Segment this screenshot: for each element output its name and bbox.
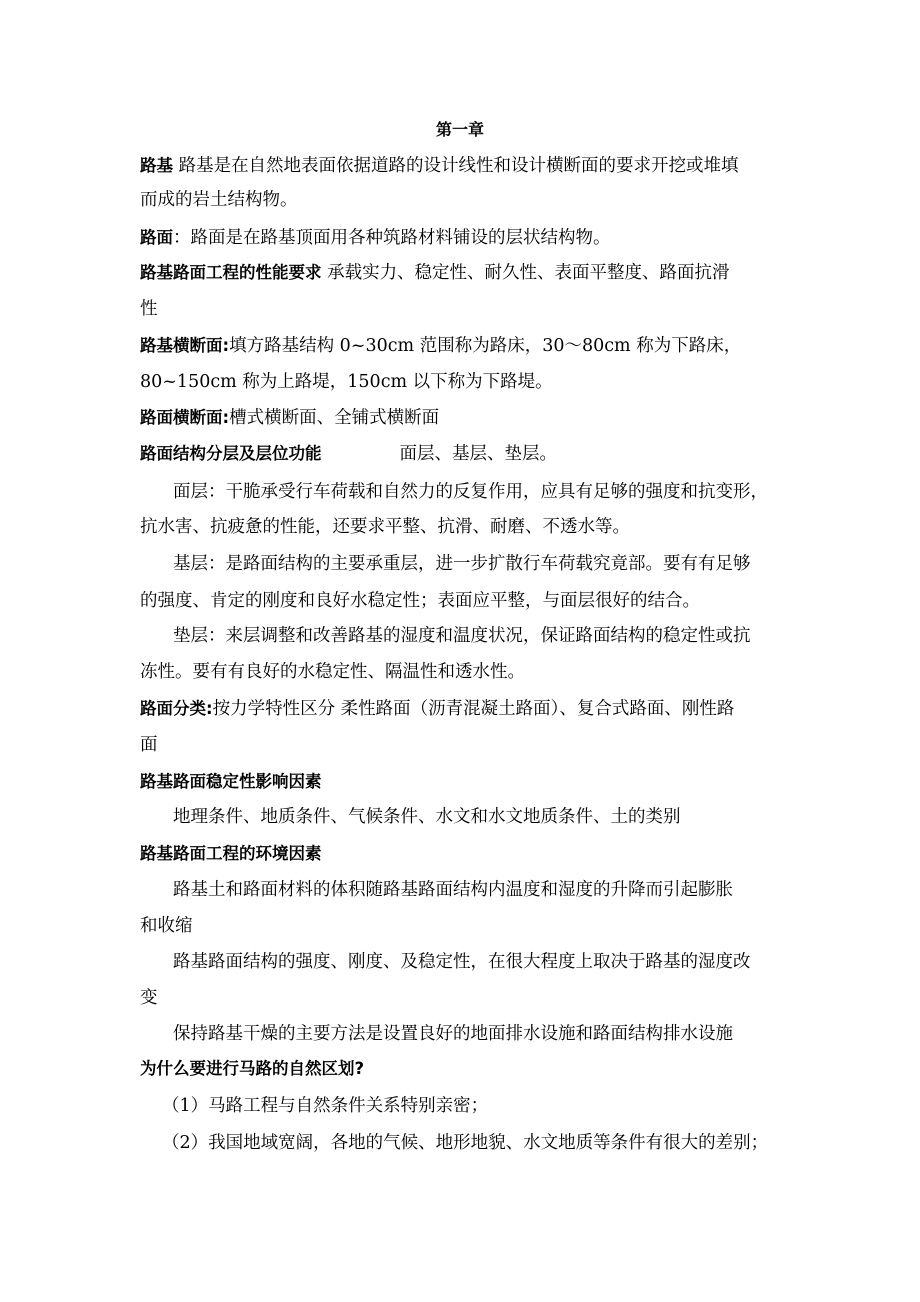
- text-line: [140, 589, 800, 613]
- text-line: [140, 370, 800, 394]
- line-text: 填方路基结构 0~30cm 范围称为路床，30～80cm 称为下路床，: [229, 336, 742, 356]
- line-text: （1）马路工程与自然条件关系特别亲密；: [162, 1096, 489, 1116]
- text-line: [140, 226, 800, 250]
- line-text: 的强度、肯定的刚度和良好水稳定性；表面应平整，与面层很好的结合。: [140, 591, 700, 611]
- line-text: 面: [140, 735, 158, 755]
- line-text: 80~150cm 称为上路堤，150cm 以下称为下路堤。: [140, 372, 553, 392]
- line-text: 冻性。要有有良好的水稳定性、隔温性和透水性。: [140, 662, 525, 682]
- text-line: [140, 1131, 862, 1155]
- line-text: 路基是在自然地表面依据道路的设计线性和设计横断面的要求开挖或堆填: [173, 156, 739, 176]
- text-line: [140, 188, 800, 212]
- text-line: [140, 1022, 833, 1046]
- line-text: 路基土和路面材料的体积随路基路面结构内温度和湿度的升降而引起膨胀: [173, 880, 733, 900]
- line-text: 抗水害、抗疲惫的性能，还要求平整、抗滑、耐磨、不透水等。: [140, 517, 630, 537]
- text-line: [140, 986, 800, 1010]
- line-text: 而成的岩土结构物。: [140, 190, 298, 210]
- term: 路基路面稳定性影响因素: [140, 772, 322, 791]
- text-line: [140, 552, 833, 576]
- text-line: [140, 842, 800, 866]
- line-text: 槽式横断面、全铺式横断面: [229, 408, 440, 428]
- term: 路基: [140, 156, 173, 175]
- line-text: 地理条件、地质条件、气候条件、水文和水文地质条件、土的类别: [173, 807, 681, 827]
- line-text: ：路面是在路基顶面用各种筑路材料铺设的层状结构物。: [173, 228, 611, 248]
- text-line: [140, 660, 800, 684]
- text-line: [140, 624, 833, 648]
- term: 路面分类:: [140, 699, 213, 718]
- text-line: [140, 442, 800, 466]
- term: 为什么要进行马路的自然区划?: [140, 1059, 365, 1078]
- line-text: 按力学特性区分 柔性路面（沥青混凝土路面）、复合式路面、刚性路: [212, 699, 735, 719]
- line-text: 承载实力、稳定性、耐久性、表面平整度、路面抗滑: [321, 263, 730, 283]
- text-line: [140, 733, 800, 757]
- line-text: 保持路基干燥的主要方法是设置良好的地面排水设施和路面结构排水设施: [173, 1024, 733, 1044]
- line-text: 和收缩: [140, 916, 193, 936]
- line-text: 垫层：来层调整和改善路基的湿度和温度状况，保证路面结构的稳定性或抗: [173, 626, 751, 646]
- text-line: [140, 1057, 800, 1081]
- term: 路基路面工程的性能要求: [140, 263, 322, 282]
- line-text: 面层、基层、垫层。: [399, 444, 557, 464]
- text-line: [140, 1094, 822, 1118]
- text-line: [140, 914, 800, 938]
- text-line: [140, 805, 833, 829]
- line-text: 路基路面结构的强度、刚度、及稳定性，在很大程度上取决于路基的湿度改: [173, 952, 751, 972]
- text-line: [140, 515, 800, 539]
- text-line: [140, 950, 833, 974]
- term: 路面: [140, 228, 173, 247]
- text-line: [140, 261, 800, 285]
- line-text: 基层：是路面结构的主要承重层，进一步扩散行车荷载究竟部。要有有足够: [173, 554, 751, 574]
- text-line: [140, 480, 833, 504]
- text-line: [140, 406, 800, 430]
- term: 路面横断面:: [140, 408, 230, 427]
- text-line: [140, 770, 800, 794]
- term: 路基横断面:: [140, 336, 230, 355]
- line-text: 面层：干脆承受行车荷载和自然力的反复作用，应具有足够的强度和抗变形，: [173, 482, 768, 502]
- text-line: [140, 297, 800, 321]
- line-text: 性: [140, 299, 158, 319]
- chapter-title: 第一章: [435, 120, 484, 139]
- line-text: （2）我国地域宽阔，各地的气候、地形地貌、水文地质等条件有很大的差别；: [162, 1133, 769, 1153]
- line-text: 变: [140, 988, 158, 1008]
- term: 路面结构分层及层位功能: [140, 444, 322, 463]
- text-line: [140, 697, 800, 721]
- term: 路基路面工程的环境因素: [140, 844, 322, 863]
- text-line: [140, 878, 833, 902]
- text-line: [140, 334, 800, 358]
- text-line: [140, 154, 800, 178]
